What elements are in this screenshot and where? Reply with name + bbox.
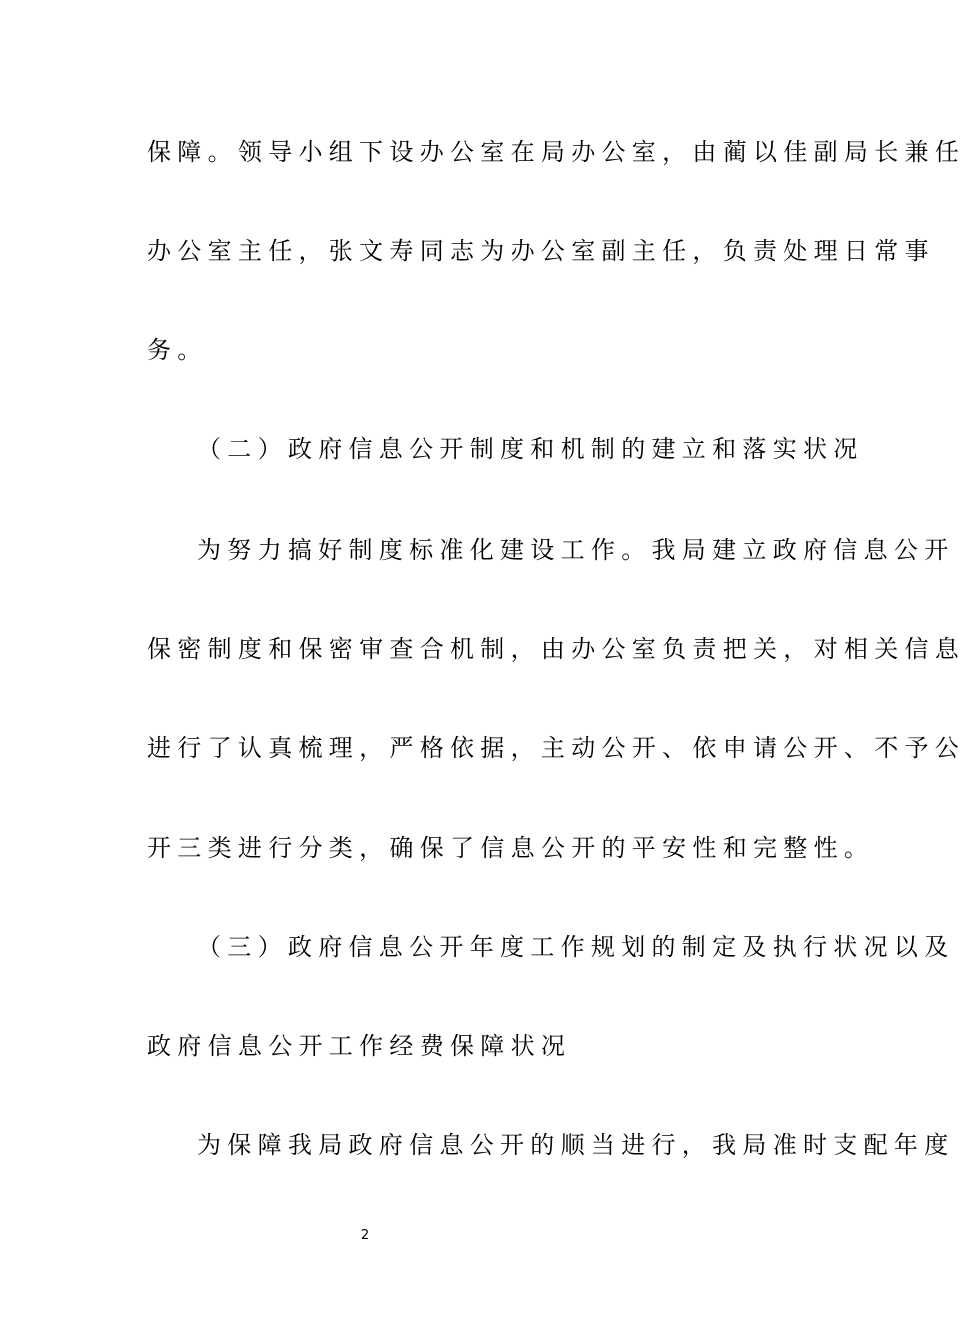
text-line-1: 保障。领导小组下设办公室在局办公室，由蔺以佳副局长兼任 — [147, 138, 965, 166]
text-line-2: 办公室主任，张文寿同志为办公室副主任，负责处理日常事 — [147, 237, 935, 265]
text-line-6: 保密制度和保密审查合机制，由办公室负责把关，对相关信息 — [147, 635, 965, 663]
page-number: 2 — [360, 1228, 370, 1243]
text-line-5: 为努力搞好制度标准化建设工作。我局建立政府信息公开 — [197, 536, 955, 564]
text-line-8: 开三类进行分类，确保了信息公开的平安性和完整性。 — [147, 834, 875, 862]
text-line-3: 务。 — [147, 336, 208, 364]
section-heading-3: （三）政府信息公开年度工作规划的制定及执行状况以及 — [197, 933, 955, 961]
text-line-11: 为保障我局政府信息公开的顺当进行，我局准时支配年度 — [197, 1131, 955, 1159]
text-line-10: 政府信息公开工作经费保障状况 — [147, 1032, 572, 1060]
section-heading-2: （二）政府信息公开制度和机制的建立和落实状况 — [197, 435, 864, 463]
text-line-7: 进行了认真梳理，严格依据，主动公开、依申请公开、不予公 — [147, 734, 965, 762]
